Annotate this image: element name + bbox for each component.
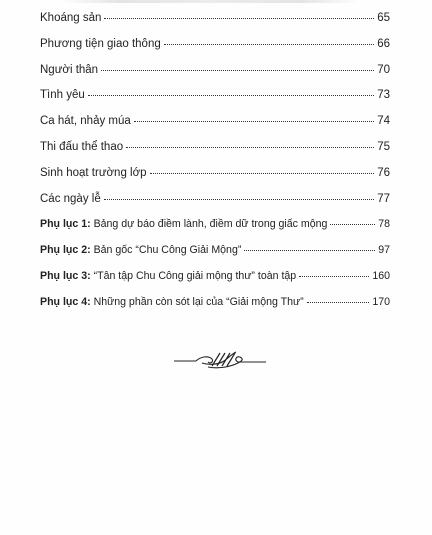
toc-appendix-title — [40, 219, 327, 230]
dot-leader — [88, 95, 374, 96]
dot-leader — [126, 147, 374, 148]
toc-entry-title: Phương tiện giao thông — [40, 37, 161, 50]
appendix-prefix: Phụ lục 3: — [40, 269, 91, 282]
toc-entry-page: 73 — [377, 89, 390, 102]
toc-appendix-title — [40, 245, 241, 256]
toc-entry-title: Các ngày lễ — [40, 192, 101, 205]
toc-entry — [40, 168, 390, 194]
toc-entry-title: Người thân — [40, 63, 99, 76]
appendix-label: Bảng dự báo điềm lành, điềm dữ trong giấc mộng — [90, 218, 328, 231]
toc-appendix-title — [40, 271, 296, 282]
toc-entry — [40, 39, 390, 65]
appendix-label: Những phần còn sót lại của “Giải mộng Thư” — [90, 295, 304, 308]
toc-entry-page: 65 — [377, 12, 390, 24]
toc-entry — [40, 116, 390, 142]
toc-entry-page: 78 — [378, 218, 390, 231]
toc-entry-page: 97 — [378, 244, 390, 257]
dot-leader — [164, 44, 374, 45]
toc-entry-title: Tình yêu — [40, 89, 85, 102]
toc-entry-page: 170 — [372, 295, 390, 308]
dot-leader — [150, 173, 375, 174]
dot-leader — [104, 18, 374, 19]
dot-leader — [307, 302, 370, 303]
appendix-prefix: Phụ lục 4: — [40, 295, 91, 308]
appendix-label: “Tân tập Chu Công giải mộng thư” toàn tập — [90, 269, 297, 282]
toc-entry — [40, 142, 390, 168]
appendix-prefix: Phụ lục 2: — [40, 244, 91, 257]
toc-appendix-entry — [40, 245, 390, 271]
toc-entry-page: 77 — [377, 192, 390, 205]
toc-entry-page: 75 — [377, 140, 390, 153]
toc-entry-page: 76 — [377, 166, 390, 179]
toc-entry — [40, 194, 390, 220]
appendix-label: Bản gốc “Chu Công Giải Mộng” — [90, 244, 242, 257]
toc-entry-title: Ca hát, nhảy múa — [40, 115, 131, 128]
toc-appendix-title — [40, 297, 304, 308]
toc-entry-title: Sinh hoạt trường lớp — [40, 166, 147, 179]
toc-entry — [40, 65, 390, 91]
dot-leader — [299, 276, 369, 277]
table-of-contents — [40, 13, 390, 323]
top-scan-edge — [60, 0, 360, 3]
toc-entry-title: Thi đấu thể thao — [40, 140, 124, 153]
toc-entry-page: 74 — [377, 115, 390, 128]
dot-leader — [101, 70, 374, 71]
flourish-divider-icon — [172, 344, 268, 376]
dot-leader — [134, 121, 374, 122]
dot-leader — [104, 199, 374, 200]
toc-appendix-entry — [40, 297, 390, 323]
toc-entry-page: 66 — [377, 37, 390, 50]
toc-appendix-entry — [40, 219, 390, 245]
toc-entry-page: 70 — [377, 63, 390, 76]
toc-entry-title: Khoáng sản — [40, 12, 102, 24]
toc-appendix-entry — [40, 271, 390, 297]
toc-entry — [40, 90, 390, 116]
toc-entry-page: 160 — [372, 269, 390, 282]
dot-leader — [330, 224, 375, 225]
toc-entry — [40, 13, 390, 39]
dot-leader — [244, 250, 375, 251]
appendix-prefix: Phụ lục 1: — [40, 218, 91, 231]
